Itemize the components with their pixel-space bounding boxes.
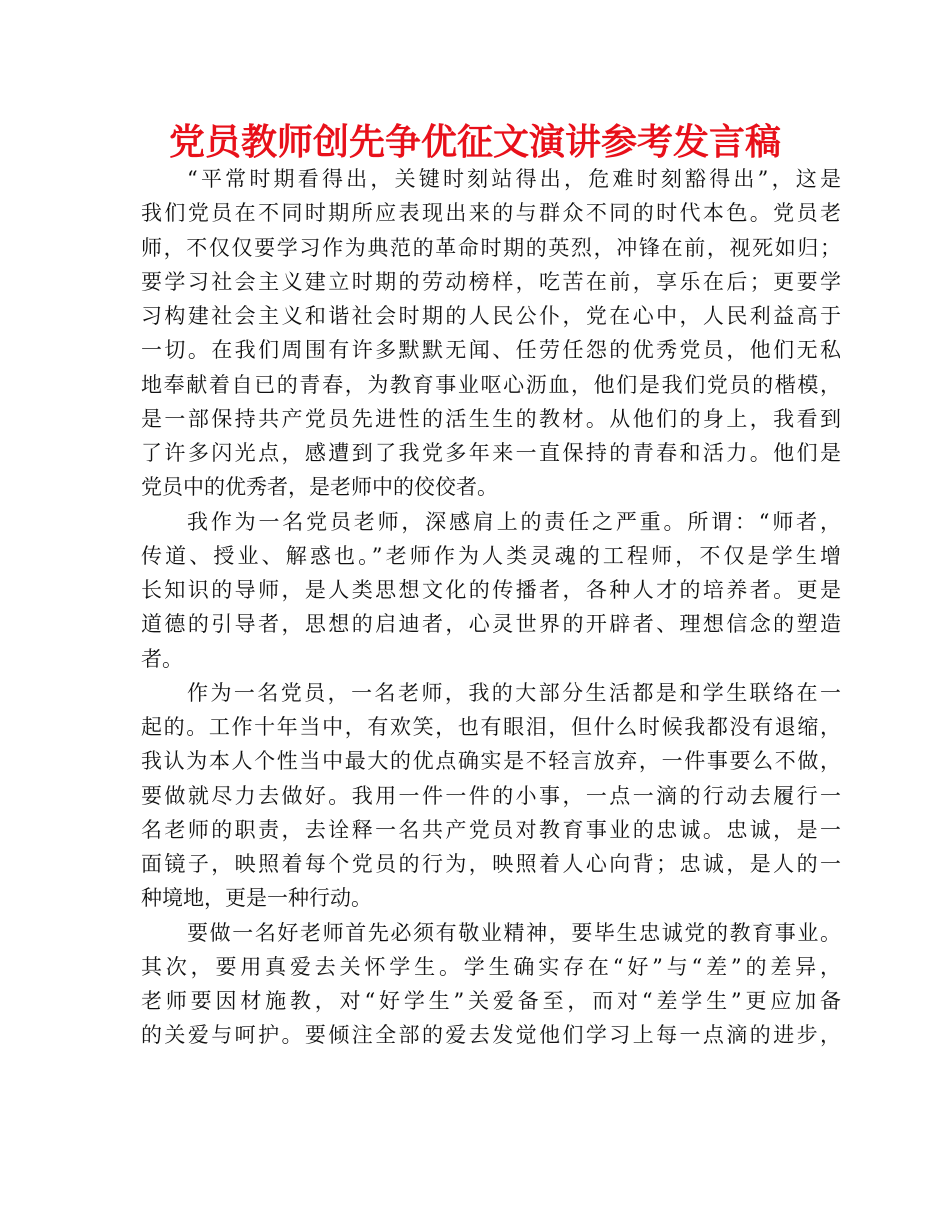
text-line: 要学习社会主义建立时期的劳动榜样，吃苦在前，享乐在后；更要学 (141, 269, 841, 294)
text-line: 党员中的优秀者，是老师中的佼佼者。 (141, 475, 498, 500)
text-line: 其次，要用真爱去关怀学生。学生确实存在“好”与“差”的差异， (141, 954, 841, 979)
text-line: 我作为一名党员老师，深感肩上的责任之严重。所谓：“师者， (187, 509, 841, 534)
text-line: 一切。在我们周围有许多默默无闻、任劳任怨的优秀党员，他们无私 (141, 338, 841, 363)
text-line: 种境地，更是一种行动。 (141, 886, 372, 911)
text-line: 我认为本人个性当中最大的优点确实是不轻言放弃，一件事要么不做， (141, 749, 841, 774)
text-line: 是一部保持共产党员先进性的活生生的教材。从他们的身上，我看到 (141, 406, 841, 431)
document-body (141, 162, 841, 1053)
text-line: 作为一名党员，一名老师，我的大部分生活都是和学生联络在一 (187, 680, 841, 705)
document-title: 党员教师创先争优征文演讲参考发言稿 (168, 122, 781, 163)
text-line: 面镜子，映照着每个党员的行为，映照着人心向背；忠诚，是人的一 (141, 852, 841, 876)
text-line: 习构建社会主义和谐社会时期的人民公仆，党在心中，人民利益高于 (141, 304, 841, 328)
text-line: 要做一名好老师首先必须有敬业精神，要毕生忠诚党的教育事业。 (187, 920, 841, 945)
text-line: 长知识的导师，是人类思想文化的传播者，各种人才的培养者。更是 (141, 578, 841, 602)
text-line: 的关爱与呵护。要倾注全部的爱去发觉他们学习上每一点滴的进步， (141, 1023, 841, 1048)
text-line: 了许多闪光点，感遭到了我党多年来一直保持的青春和活力。他们是 (141, 441, 841, 465)
text-line: 道德的引导者，思想的启迪者，心灵世界的开辟者、理想信念的塑造 (141, 612, 841, 637)
text-line: 师，不仅仅要学习作为典范的革命时期的英烈，冲锋在前，视死如归； (141, 235, 841, 260)
text-line: 要做就尽力去做好。我用一件一件的小事，一点一滴的行动去履行一 (141, 783, 841, 808)
text-line: 起的。工作十年当中，有欢笑，也有眼泪，但什么时候我都没有退缩， (141, 715, 841, 739)
text-line: 者。 (141, 646, 183, 671)
text-line: 我们党员在不同时期所应表现出来的与群众不同的时代本色。党员老 (141, 201, 841, 226)
text-line: 地奉献着自已的青春，为教育事业呕心沥血，他们是我们党员的楷模， (141, 372, 841, 397)
text-line: “平常时期看得出，关键时刻站得出，危难时刻豁得出”，这是 (187, 167, 841, 191)
text-line: 老师要因材施教，对“好学生”关爱备至，而对“差学生”更应加备 (141, 989, 841, 1013)
text-line: 名老师的职责，去诠释一名共产党员对教育事业的忠诚。忠诚，是一 (141, 817, 841, 842)
text-line: 传道、授业、解惑也。”老师作为人类灵魂的工程师，不仅是学生增 (141, 543, 841, 568)
